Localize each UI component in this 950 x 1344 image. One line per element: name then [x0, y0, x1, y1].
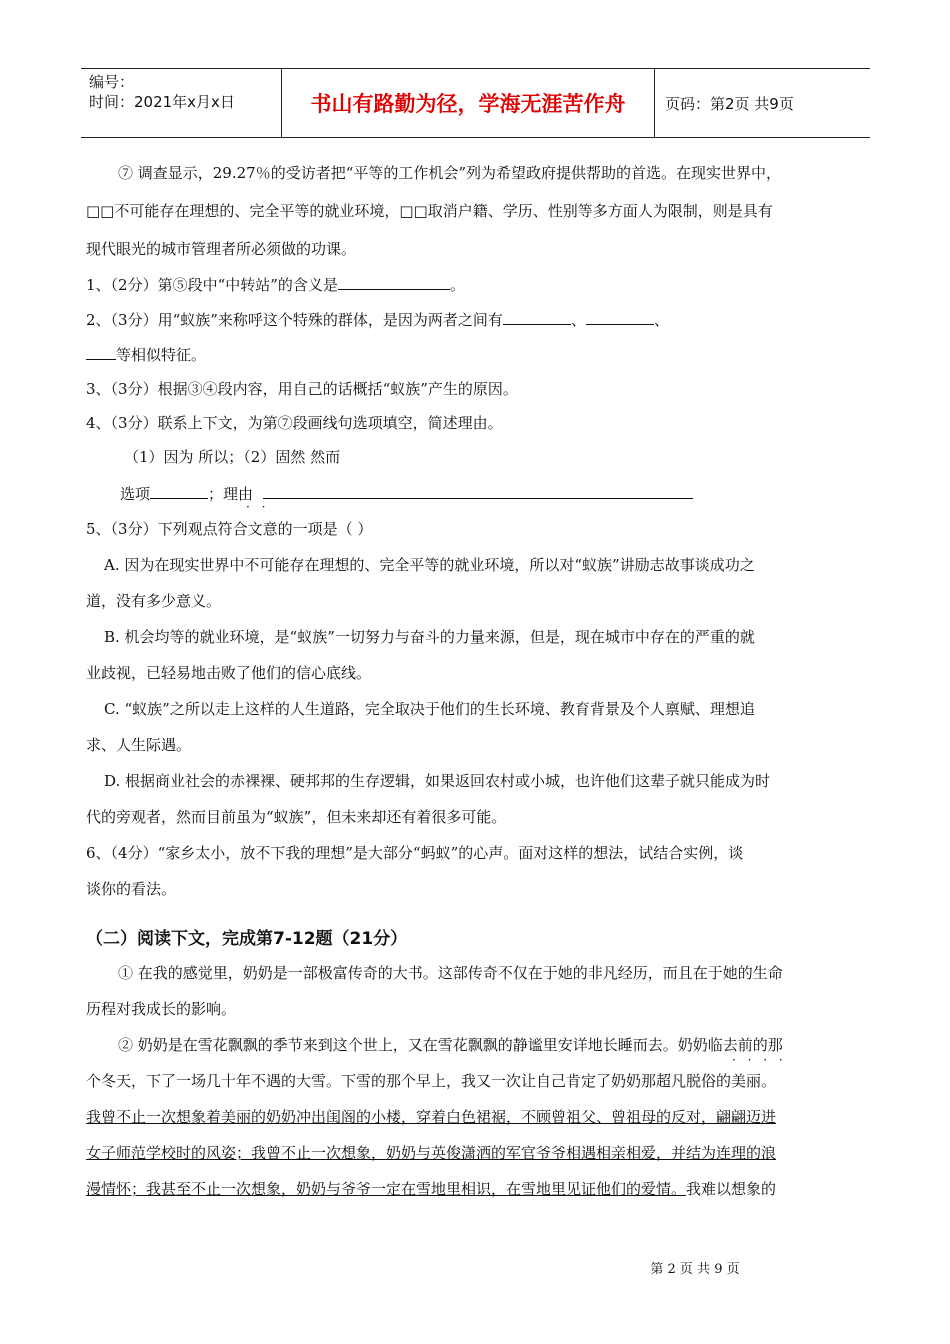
question-1 — [86, 274, 465, 295]
option-label: 选项 — [120, 485, 151, 503]
separator: 、 — [570, 311, 586, 329]
story-para-2-line-2: 个冬天，下了一场几十年不遇的大雪。下雪的那个早上，我又一次让自己肯定了奶奶那超凡脱俗的美丽。 — [86, 1072, 777, 1090]
option-a-line-1: A. 因为在现实世界中不可能存在理想的、完全平等的就业环境，所以对“蚁族”讲励志故事谈成功之 — [104, 556, 755, 574]
question-1-end: 。 — [449, 276, 465, 294]
header-table — [81, 68, 870, 138]
option-b-line-1: B. 机会均等的就业环境，是“蚁族”一切努力与奋斗的力量来源，但是，现在城市中存在的严重的就 — [104, 628, 755, 646]
section-2-title: （二）阅读下文，完成第7-12题（21分） — [86, 929, 408, 949]
story-para-2-line-3: 我曾不止一次想象着美丽的奶奶冲出闺阁的小楼，穿着白色裙裾，不顾曾祖父、曾祖母的反对，翩翩迈进 — [86, 1108, 777, 1126]
date-label: 时间：2021年x月x日 — [89, 93, 235, 111]
underlined-sentence: 漫情怀；我甚至不止一次想象，奶奶与爷爷一定在雪地里相识，在雪地里见证他们的爱情。 — [86, 1180, 687, 1198]
question-4-options: （1）因为 所以；（2）固然 然而 — [124, 448, 341, 466]
option-c-line-2: 求、人生际遇。 — [86, 736, 192, 754]
separator: 、 — [653, 311, 669, 329]
question-5: 5、（3分）下列观点符合文意的一项是（ ） — [86, 520, 373, 538]
question-2-cont — [86, 344, 206, 365]
emphasis-dots: · · — [246, 500, 270, 514]
question-1-text: 1、（2分）第⑤段中“中转站”的含义是 — [86, 276, 338, 294]
page-footer: 第 2 页 共 9 页 — [650, 1262, 740, 1277]
page-info: 页码：第2页 共9页 — [665, 94, 794, 113]
question-3: 3、（3分）根据③④段内容，用自己的话概括“蚁族”产生的原因。 — [86, 380, 518, 398]
question-2 — [86, 309, 669, 330]
answer-blank[interactable] — [263, 483, 693, 499]
para-7-line-1: ⑦ 调查显示，29.27％的受访者把“平等的工作机会”列为希望政府提供帮助的首选。在现实世界中， — [118, 164, 782, 182]
emphasis-dots: · · · · — [732, 1053, 787, 1067]
option-d-line-1: D. 根据商业社会的赤裸裸、硬邦邦的生存逻辑，如果返回农村或小城，也许他们这辈子就只能成为时 — [104, 772, 771, 790]
story-para-2-line-5 — [86, 1178, 776, 1199]
question-2-text: 2、（3分）用“蚁族”来称呼这个特殊的群体，是因为两者之间有 — [86, 311, 503, 329]
question-2-cont-text: 等相似特征。 — [116, 346, 207, 364]
answer-blank[interactable] — [86, 344, 116, 360]
answer-blank[interactable] — [338, 274, 450, 290]
question-6-line-1: 6、（4分）“家乡太小，放不下我的理想”是大部分“蚂蚁”的心声。面对这样的想法，试结合实例，谈 — [86, 844, 744, 862]
question-4: 4、（3分）联系上下文，为第⑦段画线句选项填空，简述理由。 — [86, 414, 503, 432]
question-4-answer — [120, 483, 693, 504]
question-6-line-2: 谈你的看法。 — [86, 880, 177, 898]
answer-blank[interactable] — [503, 309, 571, 325]
option-b-line-2: 业歧视，已轻易地击败了他们的信心底线。 — [86, 664, 372, 682]
continuation-text: 我难以想象的 — [686, 1180, 777, 1198]
para-7-line-2: □□不可能存在理想的、完全平等的就业环境，□□取消户籍、学历、性别等多方面人为限制，则是具有 — [86, 202, 773, 220]
para-7-line-3: 现代眼光的城市管理者所必须做的功课。 — [86, 240, 357, 258]
story-para-1-line-1: ① 在我的感觉里，奶奶是一部极富传奇的大书。这部传奇不仅在于她的非凡经历，而且在于她的生命 — [118, 964, 783, 982]
answer-blank[interactable] — [150, 483, 208, 499]
reason-label: ；理由 — [208, 485, 254, 503]
header-meta — [81, 69, 281, 140]
header-motto: 书山有路勤为径，学海无涯苦作舟 — [281, 69, 655, 137]
option-a-line-2: 道，没有多少意义。 — [86, 592, 222, 610]
serial-number-label: 编号： — [89, 73, 135, 91]
option-d-line-2: 代的旁观者，然而目前虽为“蚁族”，但未来却还有着很多可能。 — [86, 808, 507, 826]
story-para-1-line-2: 历程对我成长的影响。 — [86, 1000, 237, 1018]
story-para-2-line-4: 女子师范学校时的风姿；我曾不止一次想象，奶奶与英俊潇洒的军官爷爷相遇相亲相爱，并结为连理的浪 — [86, 1144, 777, 1162]
story-para-2-line-1: ② 奶奶是在雪花飘飘的季节来到这个世上，又在雪花飘飘的静谧里安详地长睡而去。奶奶临去前的那 — [118, 1036, 783, 1054]
answer-blank[interactable] — [586, 309, 654, 325]
option-c-line-1: C. “蚁族”之所以走上这样的人生道路，完全取决于他们的生长环境、教育背景及个人禀赋、理想追 — [104, 700, 755, 718]
